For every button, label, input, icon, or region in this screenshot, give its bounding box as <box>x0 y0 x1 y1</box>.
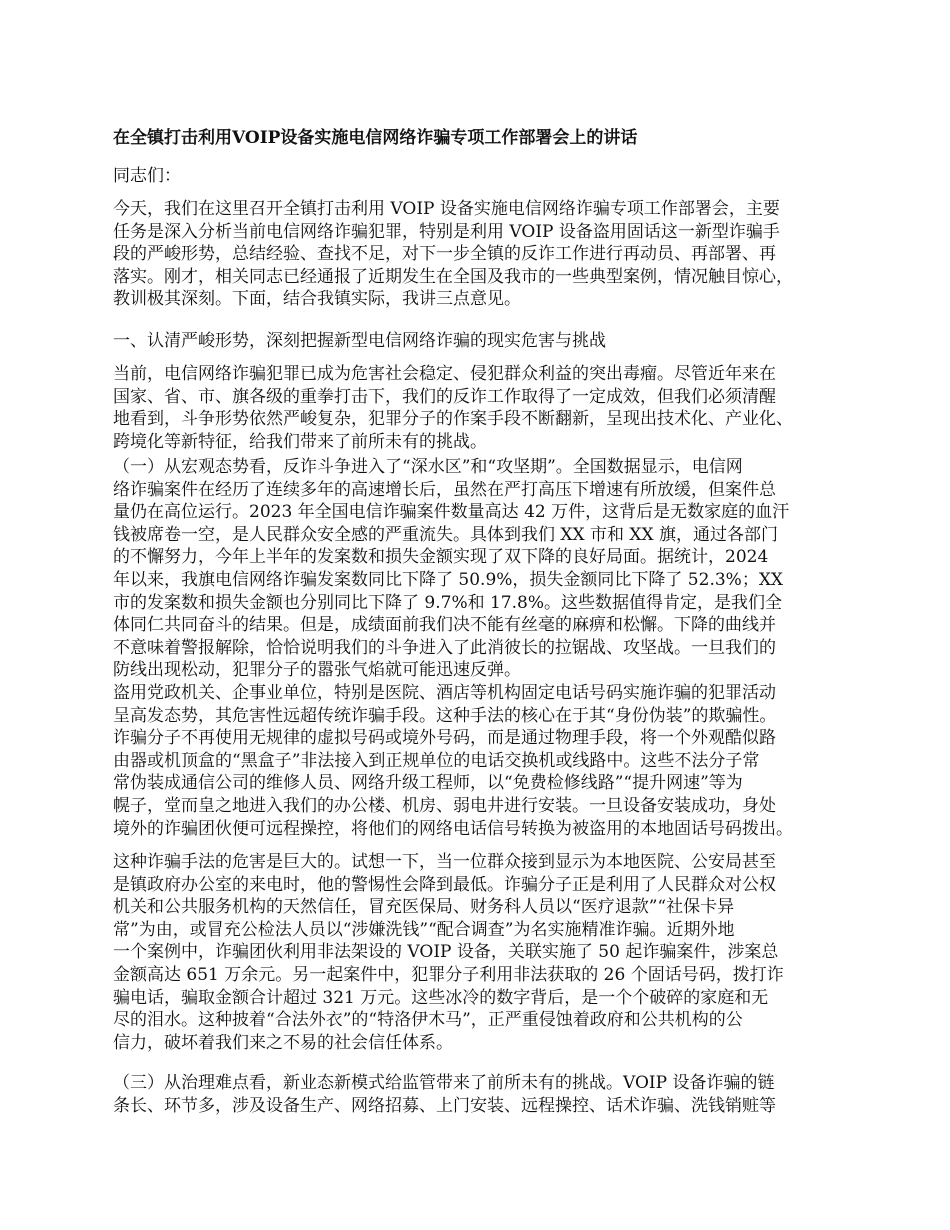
text-line: 防线出现松动，犯罪分子的嚣张气焰就可能迅速反弹。 <box>113 660 521 681</box>
text-line: 金额高达 651 万余元。另一起案件中，犯罪分子利用非法获取的 26 个固话号码，拨打诈 <box>113 964 784 985</box>
text-line: 国家、省、市、旗各级的重拳打击下，我们的反诈工作取得了一定成效，但我们必须清醒 <box>113 386 776 407</box>
text-line: 不意味着警报解除，恰恰说明我们的斗争进入了此消彼长的拉锯战、攻坚战。一旦我们的 <box>113 637 776 658</box>
text-line: 盗用党政机关、企事业单位，特别是医院、酒店等机构固定电话号码实施诈骗的犯罪活动 <box>113 683 776 703</box>
text-line: 这种诈骗手法的危害是巨大的。试想一下，当一位群众接到显示为本地医院、公安局甚至 <box>113 852 776 872</box>
text-line: 落实。刚才，相关同志已经通报了近期发生在全国及我市的一些典型案例，情况触目惊心， <box>113 266 793 287</box>
text-line: 跨境化等新特征，给我们带来了前所未有的挑战。 <box>113 431 487 452</box>
text-line: 年以来，我旗电信网络诈骗发案数同比下降了 50.9%，损失金额同比下降了 52.3%；XX <box>113 569 784 590</box>
text-line: 尽的泪水。这种披着“合法外衣”的“特洛伊木马”，正严重侵蚀着政府和公共机构的公 <box>113 1010 743 1031</box>
text-line: 呈高发态势，其危害性远超传统诈骗手段。这种手法的核心在于其“身份伪装”的欺骗性。 <box>113 705 777 726</box>
text-line: 条长、环节多，涉及设备生产、网络招募、上门安装、远程操控、话术诈骗、洗钱销赃等 <box>113 1095 776 1116</box>
text-line: 络诈骗案件在经历了连续多年的高速增长后，虽然在严打高压下增速有所放缓，但案件总 <box>113 479 776 500</box>
text-line: 由器或机顶盒的“黑盒子”非法接入到正规单位的电话交换机或线路中。这些不法分子常 <box>113 750 760 771</box>
harm-paragraph <box>113 851 853 1054</box>
text-line: 常伪装成通信公司的维修人员、网络升级工程师，以“免费检修线路”“提升网速”等为 <box>113 773 743 794</box>
text-line: 体同仁共同奋斗的结果。但是，成绩面前我们决不能有丝毫的麻痹和松懈。下降的曲线并 <box>113 615 776 636</box>
macro-situation-paragraph <box>113 456 853 682</box>
text-line: 段的严峻形势，总结经验、查找不足，对下一步全镇的反诈工作进行再动员、再部署、再 <box>113 244 776 265</box>
salutation-text: 同志们： <box>113 166 181 186</box>
context-paragraph <box>113 363 853 453</box>
governance-paragraph <box>113 1072 853 1117</box>
text-line: 信力，破坏着我们来之不易的社会信任体系。 <box>113 1032 453 1053</box>
text-line: 骗电话，骗取金额合计超过 321 万元。这些冰冷的数字背后，是一个个破碎的家庭和无 <box>113 987 769 1008</box>
text-line: 今天，我们在这里召开全镇打击利用 VOIP 设备实施电信网络诈骗专项工作部署会，主要 <box>113 199 780 219</box>
text-line: 任务是深入分析当前电信网络诈骗犯罪，特别是利用 VOIP 设备盗用固话这一新型诈骗手 <box>113 221 780 242</box>
text-line: （一）从宏观态势看，反诈斗争进入了“深水区”和“攻坚期”。全国数据显示，电信网 <box>113 457 743 477</box>
text-line: （三）从治理难点看，新业态新模式给监管带来了前所未有的挑战。VOIP 设备诈骗的链 <box>113 1073 775 1093</box>
text-line: 机关和公共服务机构的天然信任，冒充医保局、财务科人员以“医疗退款”“社保卡异 <box>113 897 735 918</box>
text-line: 钱被席卷一空，是人民群众安全感的严重流失。具体到我们 XX 市和 XX 旗，通过各部门 <box>113 524 779 545</box>
text-line: 诈骗分子不再使用无规律的虚拟号码或境外号码，而是通过物理手段，将一个外观酷似路 <box>113 728 776 749</box>
text-line: 的不懈努力，今年上半年的发案数和损失金额实现了双下降的良好局面。据统计，2024 <box>113 547 769 568</box>
text-line: 一、认清严峻形势，深刻把握新型电信网络诈骗的现实危害与挑战 <box>113 331 606 351</box>
text-line: 幌子，堂而皇之地进入我们的办公楼、机房、弱电井进行安装。一旦设备安装成功，身处 <box>113 795 776 816</box>
text-line: 境外的诈骗团伙便可远程操控，将他们的网络电话信号转换为被盗用的本地固话号码拨出。 <box>113 818 793 839</box>
section-heading-1 <box>113 330 853 353</box>
text-line: 常”为由，或冒充公检法人员以“涉嫌洗钱”“配合调查”为名实施精准诈骗。近期外地 <box>113 919 735 940</box>
salutation <box>113 165 853 188</box>
text-line: 市的发案数和损失金额也分别同比下降了 9.7%和 17.8%。这些数据值得肯定，是我们全 <box>113 592 782 613</box>
title-text: 在全镇打击利用VOIP设备实施电信网络诈骗专项工作部署会上的讲话 <box>113 128 638 148</box>
intro-paragraph <box>113 198 853 311</box>
text-line: 量仍在高位运行。2023 年全国电信诈骗案件数量高达 42 万件，这背后是无数家庭的血汗 <box>113 502 790 523</box>
text-line: 是镇政府办公室的来电时，他的警惕性会降到最低。诈骗分子正是利用了人民群众对公权 <box>113 874 776 895</box>
voip-method-paragraph <box>113 682 853 840</box>
text-line: 教训极其深刻。下面，结合我镇实际，我讲三点意见。 <box>113 289 521 310</box>
text-line: 当前，电信网络诈骗犯罪已成为危害社会稳定、侵犯群众利益的突出毒瘤。尽管近年来在 <box>113 364 776 384</box>
text-line: 一个案例中，诈骗团伙利用非法架设的 VOIP 设备，关联实施了 50 起诈骗案件，涉案总 <box>113 942 779 963</box>
document-title <box>113 127 853 150</box>
text-line: 地看到，斗争形势依然严峻复杂，犯罪分子的作案手段不断翻新，呈现出技术化、产业化、 <box>113 409 793 430</box>
